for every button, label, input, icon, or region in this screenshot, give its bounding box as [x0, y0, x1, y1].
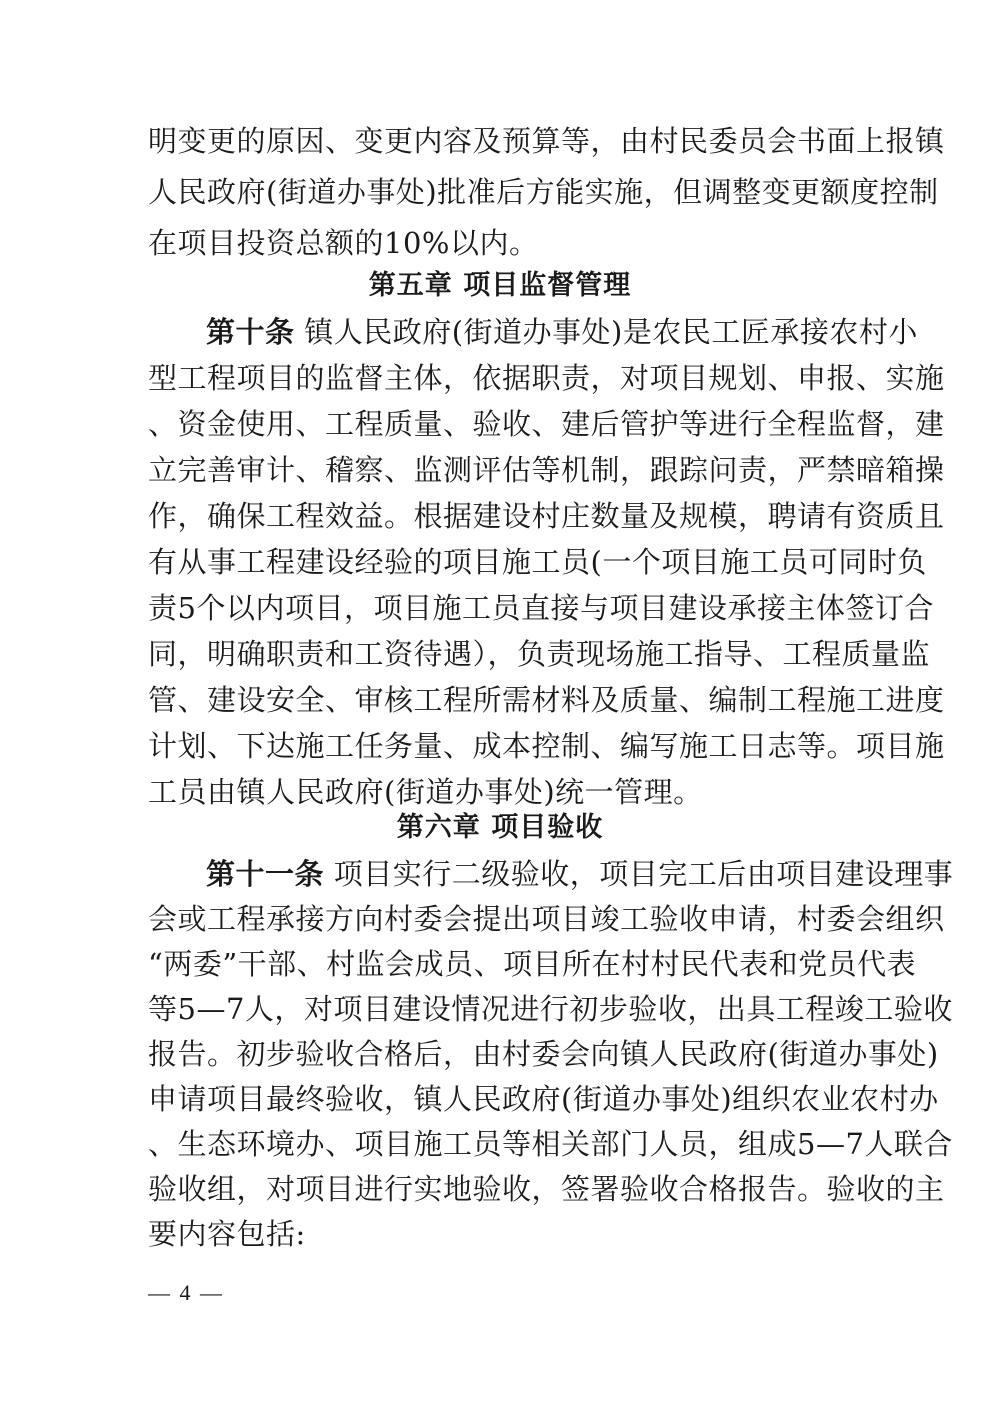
article-text: 镇人民政府(街道办事处)是农民工匠承接农村小 [294, 315, 918, 349]
body-line: 同，明确职责和工资待遇），负责现场施工指导、工程质量监 [148, 637, 931, 671]
article-number: 第十条 [206, 315, 295, 349]
body-line: 申请项目最终验收，镇人民政府(街道办事处)组织农业农村办 [148, 1082, 939, 1116]
article-first-line [206, 310, 918, 354]
body-line: 立完善审计、稽察、监测评估等机制，跟踪问责，严禁暗箱操 [148, 453, 945, 487]
chapter-heading: 第六章 项目验收 [396, 812, 604, 843]
article-number: 第十一条 [206, 857, 325, 891]
body-line: 工员由镇人民政府(街道办事处)统一管理。 [148, 775, 703, 809]
body-line: 人民政府(街道办事处)批准后方能实施，但调整变更额度控制 [148, 175, 939, 209]
page-number: — 4 — [148, 1280, 224, 1305]
body-line: 报告。初步验收合格后，由村委会向镇人民政府(街道办事处) [148, 1037, 939, 1071]
body-line: 作，确保工程效益。根据建设村庄数量及规模，聘请有资质且 [148, 499, 945, 533]
body-line: 要内容包括: [148, 1217, 306, 1251]
body-line: 责5个以内项目，项目施工员直接与项目建设承接主体签订合 [148, 591, 934, 625]
article-text: 项目实行二级验收，项目完工后由项目建设理事 [324, 857, 954, 891]
body-line: 、生态环境办、项目施工员等相关部门人员，组成5—7人联合 [148, 1127, 953, 1161]
body-line: 计划、下达施工任务量、成本控制、编写施工日志等。项目施 [148, 729, 945, 763]
body-line: 等5—7人，对项目建设情况进行初步验收，出具工程竣工验收 [148, 992, 953, 1026]
body-line: 、资金使用、工程质量、验收、建后管护等进行全程监督，建 [148, 407, 945, 441]
body-line: 在项目投资总额的10%以内。 [148, 226, 539, 260]
body-line: 验收组，对项目进行实地验收，签署验收合格报告。验收的主 [148, 1172, 945, 1206]
body-line: 管、建设安全、审核工程所需材料及质量、编制工程施工进度 [148, 683, 945, 717]
body-line: 明变更的原因、变更内容及预算等，由村民委员会书面上报镇 [148, 124, 945, 158]
body-line: 有从事工程建设经验的项目施工员(一个项目施工员可同时负 [148, 545, 927, 579]
chapter-heading: 第五章 项目监督管理 [368, 270, 632, 301]
body-line: 会或工程承接方向村委会提出项目竣工验收申请，村委会组织 [148, 902, 945, 936]
body-line: “两委”干部、村监会成员、项目所在村村民代表和党员代表 [148, 947, 917, 981]
article-first-line [206, 852, 954, 896]
body-line: 型工程项目的监督主体，依据职责，对项目规划、申报、实施 [148, 361, 945, 395]
